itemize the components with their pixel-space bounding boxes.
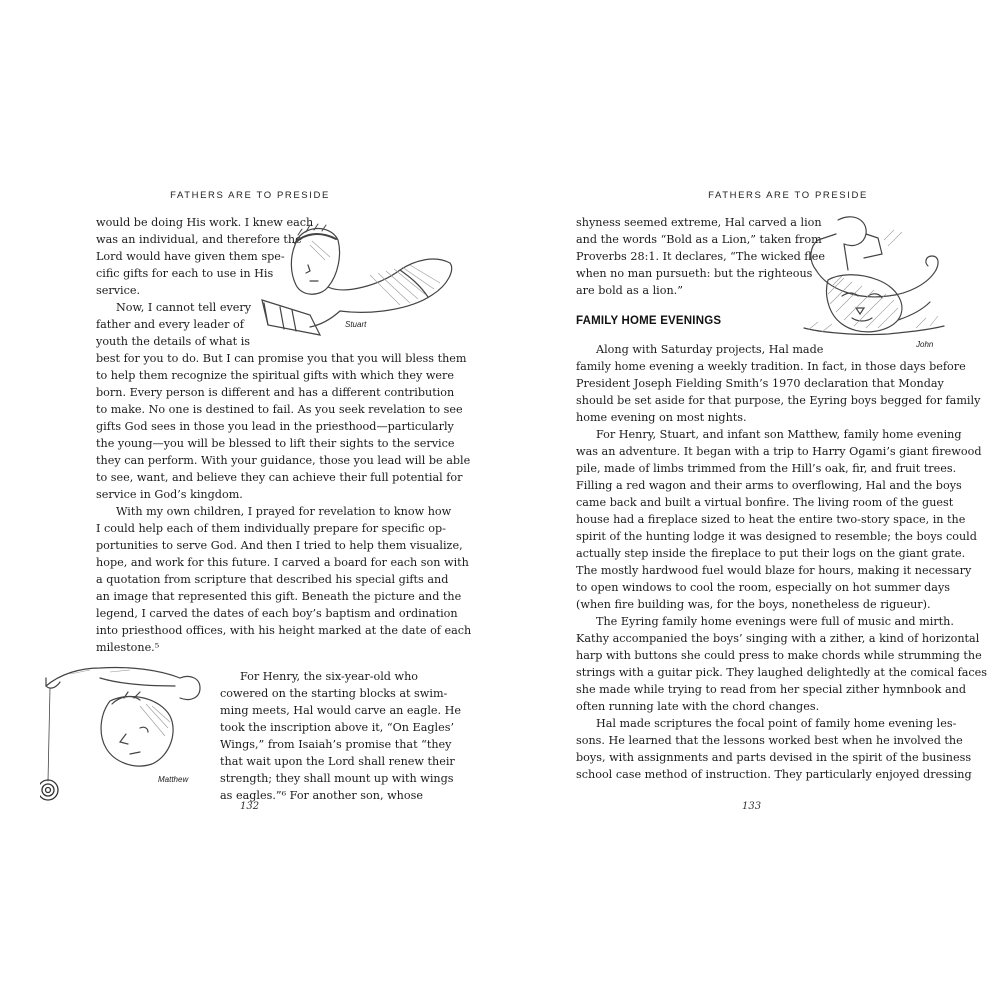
text-line: The mostly hardwood fuel would blaze for hours, making it necessary (576, 564, 972, 577)
text-line: home evening on most nights. (576, 411, 747, 424)
text-line: Now, I cannot tell every (116, 301, 252, 314)
text-line: ming meets, Hal would carve an eagle. He (220, 704, 462, 717)
text-line: Lord would have given them spe- (96, 250, 285, 263)
text-line: strings with a guitar pick. They laughed delightedly at the comical faces (576, 666, 988, 679)
text-line: into priesthood offices, with his height marked at the date of each (96, 624, 472, 637)
text-line: family home evening a weekly tradition. In fact, in those days before (576, 360, 966, 373)
text-line: spirit of the hunting lodge it was designed to resemble; the boys could (576, 530, 977, 543)
text-line: youth the details of what is (96, 335, 251, 348)
text-line: was an individual, and therefore the (96, 233, 302, 246)
text-line: Kathy accompanied the boys’ singing with a zither, a kind of horizontal (576, 632, 980, 645)
text-line: strength; they shall mount up with wings (220, 772, 454, 785)
text-line: father and every leader of (96, 318, 244, 331)
text-line: Proverbs 28:1. It declares, “The wicked flee (576, 250, 825, 263)
text-line: the young—you will be blessed to lift their sights to the service (96, 437, 455, 450)
text-line: Wings,” from Isaiah’s promise that “they (220, 738, 452, 751)
running-head-right: FATHERS ARE TO PRESIDE (708, 190, 868, 201)
text-line: to open windows to cool the room, especially on hot summer days (576, 581, 951, 594)
text-line: came back and built a virtual bonfire. The living room of the guest (576, 496, 954, 509)
text-line: pile, made of limbs trimmed from the Hill’s oak, fir, and fruit trees. (576, 462, 957, 475)
text-line: that wait upon the Lord shall renew their (220, 755, 455, 768)
text-line: For Henry, Stuart, and infant son Matthew, family home evening (596, 428, 962, 441)
text-line: was an adventure. It began with a trip to Harry Ogami’s giant firewood (576, 445, 982, 458)
text-line: Hal made scriptures the focal point of family home evening les- (596, 717, 957, 730)
text-line: portunities to serve God. And then I tried to help them visualize, (96, 539, 463, 552)
text-line: President Joseph Fielding Smith’s 1970 declaration that Monday (576, 377, 944, 390)
text-line: The Eyring family home evenings were full of music and mirth. (596, 615, 954, 628)
text-line: best for you to do. But I can promise you that you will bless them (96, 352, 467, 365)
text-line: would be doing His work. I knew each (96, 216, 314, 229)
text-line: when no man pursueth: but the righteous (576, 267, 813, 280)
text-line: service in God’s kingdom. (96, 488, 243, 501)
text-line: she made while trying to read from her special zither hymnbook and (576, 683, 966, 696)
text-line: cific gifts for each to use in His (96, 267, 274, 280)
text-line: boys, with assignments and parts devised in the spirit of the business (576, 751, 972, 764)
text-line: and the words “Bold as a Lion,” taken from (576, 233, 822, 246)
text-line: house had a fireplace sized to heat the entire two-story space, in the (576, 513, 966, 526)
running-head-left: FATHERS ARE TO PRESIDE (170, 190, 330, 201)
text-line: a quotation from scripture that described his special gifts and (96, 573, 449, 586)
text-line: should be set aside for that purpose, the Eyring boys begged for family (576, 394, 981, 407)
text-line: an image that represented this gift. Beneath the picture and the (96, 590, 462, 603)
right-page (500, 0, 1000, 1000)
text-line: Along with Saturday projects, Hal made (596, 343, 824, 356)
boy-reading-sketch-icon (250, 215, 455, 340)
section-heading: FAMILY HOME EVENINGS (576, 315, 722, 327)
text-line: milestone.⁵ (96, 641, 160, 654)
text-line: school case method of instruction. They particularly enjoyed dressing (576, 768, 972, 781)
text-line: to make. No one is destined to fail. As you seek revelation to see (96, 403, 463, 416)
sketch-caption: Matthew (158, 775, 189, 784)
text-line: are bold as a lion.” (576, 284, 683, 297)
text-line: actually step inside the fireplace to put their logs on the giant grate. (576, 547, 966, 560)
sketch-caption: Stuart (345, 320, 367, 329)
text-line: sons. He learned that the lessons worked best when he involved the (576, 734, 963, 747)
text-line: service. (96, 284, 141, 297)
text-line: legend, I carved the dates of each boy’s baptism and ordination (96, 607, 458, 620)
page-number: 132 (240, 801, 260, 812)
text-line: to see, want, and believe they can achieve their full potential for (96, 471, 463, 484)
text-line: (when fire building was, for the boys, nonetheless de rigueur). (576, 598, 931, 611)
boy-with-yoyo-sketch-icon (40, 656, 220, 811)
text-line: born. Every person is different and has a different contribution (96, 386, 455, 399)
text-line: they can perform. With your guidance, those you lead will be able (96, 454, 471, 467)
text-line: cowered on the starting blocks at swim- (220, 687, 448, 700)
text-line: harp with buttons she could press to make chords while strumming the (576, 649, 982, 662)
page-number: 133 (742, 801, 762, 812)
text-line: hope, and work for this future. I carved a board for each son with (96, 556, 469, 569)
text-line: For Henry, the six-year-old who (240, 670, 419, 683)
text-line: shyness seemed extreme, Hal carved a lion (576, 216, 822, 229)
text-line: I could help each of them individually prepare for specific op- (96, 522, 446, 535)
sketch-caption: John (916, 340, 934, 349)
boy-wrestling-lion-sketch-icon (798, 210, 948, 360)
text-line: often running late with the chord changes. (576, 700, 820, 713)
text-line: to help them recognize the spiritual gifts with which they were (96, 369, 455, 382)
text-line: took the inscription above it, “On Eagles’ (220, 721, 455, 734)
text-line: as eagles.”⁶ For another son, whose (220, 789, 423, 802)
text-line: Filling a red wagon and their arms to overflowing, Hal and the boys (576, 479, 962, 492)
text-line: gifts God sees in those you lead in the priesthood—particularly (96, 420, 454, 433)
text-line: With my own children, I prayed for revelation to know how (116, 505, 452, 518)
